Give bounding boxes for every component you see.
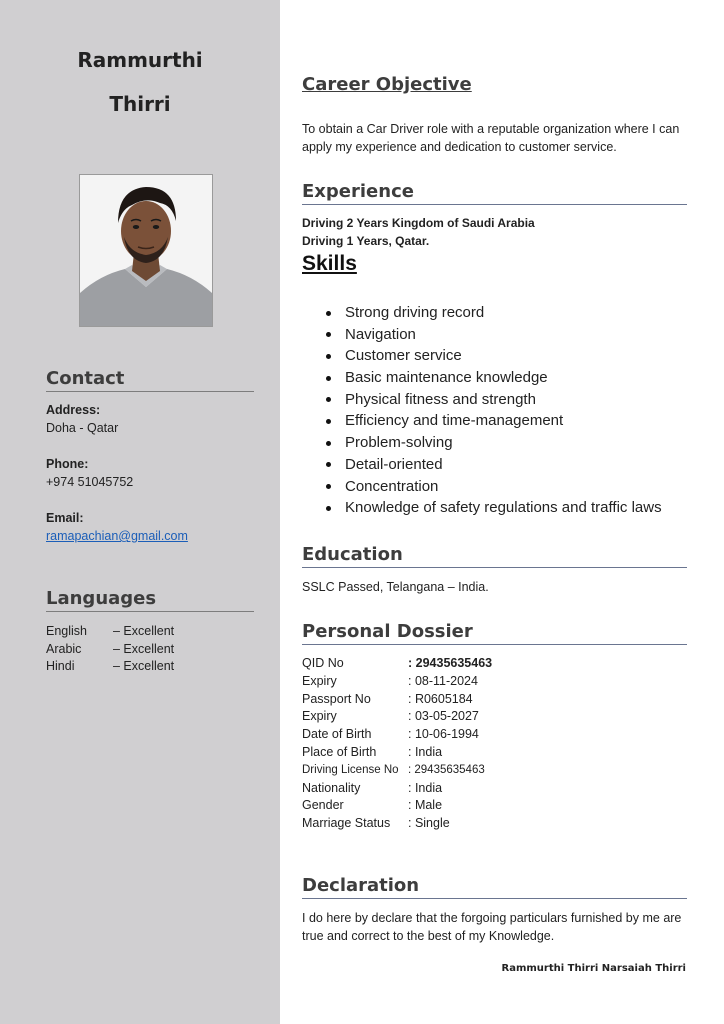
list-item: Navigation (302, 324, 662, 346)
skills-list (302, 302, 662, 519)
profile-photo (79, 174, 213, 327)
language-level: – Excellent (113, 659, 175, 673)
language-level: – Excellent (113, 624, 175, 638)
name-last: Thirri (109, 92, 171, 116)
declaration-text: I do here by declare that the forgoing particulars furnished by me are true and correct to the best of my Knowledge. (302, 911, 682, 943)
dossier-label: Driving License No (302, 763, 399, 776)
dossier-label: Expiry (302, 673, 337, 688)
dossier-value: : 29435635463 (408, 763, 485, 776)
email-label: Email: (46, 511, 84, 525)
personal-dossier-heading: Personal Dossier (302, 621, 687, 645)
dossier-value: : Male (408, 798, 443, 813)
dossier-label: Expiry (302, 709, 337, 724)
list-item: Problem-solving (302, 432, 662, 454)
language-name: Arabic (46, 642, 82, 656)
dossier-value: : India (408, 744, 443, 759)
language-name: Hindi (46, 659, 75, 673)
language-level: – Excellent (113, 642, 175, 656)
experience-line: Driving 1 Years, Qatar. (302, 234, 430, 248)
list-item: Strong driving record (302, 302, 662, 324)
dossier-label: Marriage Status (302, 816, 391, 831)
address-value: Doha - Qatar (46, 421, 119, 435)
dossier-label: Gender (302, 798, 344, 813)
person-portrait-icon (80, 175, 212, 326)
list-item: Efficiency and time-management (302, 410, 662, 432)
list-item: Detail-oriented (302, 454, 662, 476)
dossier-value: : 03-05-2027 (408, 709, 479, 724)
contact-heading: Contact (46, 368, 254, 392)
languages-heading: Languages (46, 588, 254, 612)
dossier-label: Passport No (302, 691, 371, 706)
phone-value: +974 51045752 (46, 475, 134, 489)
main-content (280, 0, 724, 1024)
dossier-label: QID No (302, 656, 344, 670)
experience-line: Driving 2 Years Kingdom of Saudi Arabia (302, 216, 535, 230)
dossier-value: : 08-11-2024 (408, 673, 478, 688)
education-heading: Education (302, 544, 687, 568)
dossier-value: : R0605184 (408, 691, 473, 706)
career-objective-heading-text: Career Objective (302, 74, 472, 95)
dossier-label: Nationality (302, 780, 361, 795)
experience-heading: Experience (302, 181, 687, 205)
list-item: Concentration (302, 476, 662, 498)
career-objective-text: To obtain a Car Driver role with a reputable organization where I can apply my experience and dedication to customer service. (302, 122, 680, 154)
dossier-value: : 29435635463 (408, 656, 493, 670)
list-item: Customer service (302, 345, 662, 367)
skills-heading: Skills (302, 252, 357, 275)
list-item: Physical fitness and strength (302, 389, 662, 411)
declaration-heading: Declaration (302, 875, 687, 899)
dossier-label: Place of Birth (302, 744, 377, 759)
dossier-value: : Single (408, 816, 450, 831)
language-name: English (46, 624, 87, 638)
phone-label: Phone: (46, 457, 89, 471)
dossier-value: : 10-06-1994 (408, 727, 479, 742)
dossier-label: Date of Birth (302, 727, 372, 742)
list-item: Knowledge of safety regulations and traffic laws (302, 497, 662, 519)
email-link[interactable]: ramapachian@gmail.com (46, 529, 188, 543)
signature-name: Rammurthi Thirri Narsaiah Thirri (501, 963, 686, 974)
career-objective-heading (302, 74, 687, 97)
list-item: Basic maintenance knowledge (302, 367, 662, 389)
education-text: SSLC Passed, Telangana – India. (302, 580, 489, 594)
dossier-value: : India (408, 780, 443, 795)
sidebar (0, 0, 280, 1024)
address-label: Address: (46, 403, 101, 417)
name-first: Rammurthi (77, 48, 203, 72)
